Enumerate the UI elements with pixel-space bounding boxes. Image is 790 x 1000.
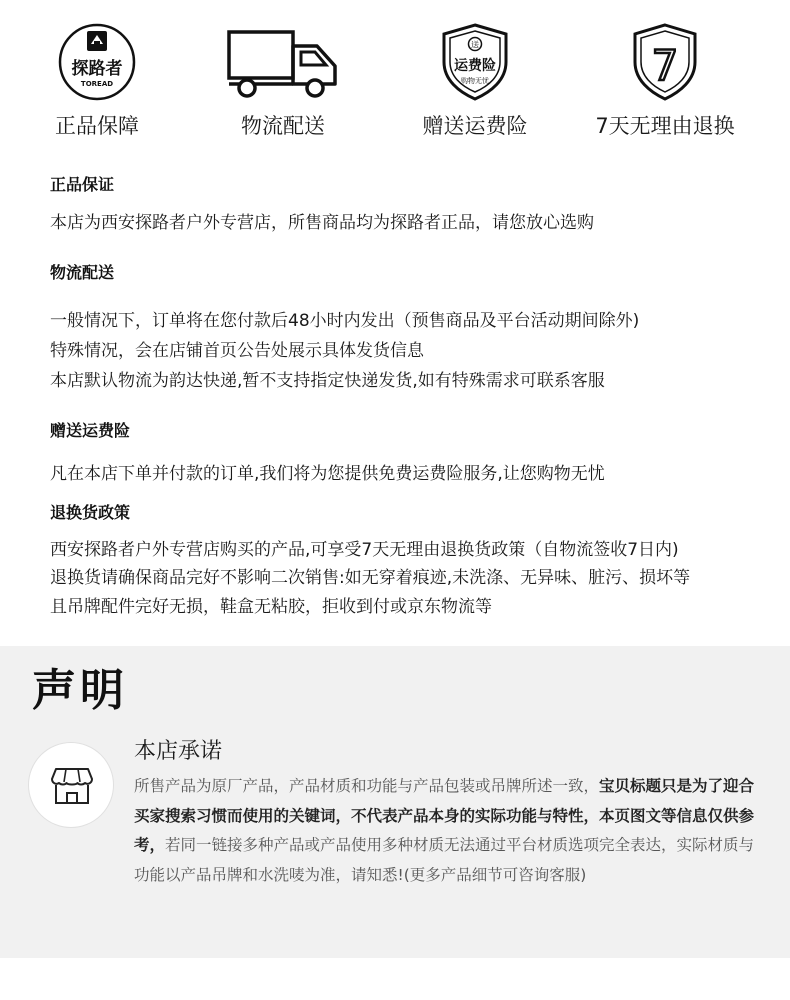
feature-returns-label: 7天无理由退换 xyxy=(595,114,735,138)
insurance-title: 赠送运费险 xyxy=(50,421,131,440)
declaration-body xyxy=(134,772,764,890)
svg-text:探路者: 探路者 xyxy=(71,59,123,79)
feature-authentic xyxy=(0,22,197,140)
store-icon-badge xyxy=(28,742,114,828)
feature-insurance xyxy=(375,22,575,140)
logistics-line: 本店默认物流为韵达快递,暂不支持指定快递发货,如有特殊需求可联系客服 xyxy=(50,371,605,391)
returns-line: 退换货请确保商品完好不影响二次销售:如无穿着痕迹,未洗涤、无异味、脏污、损坏等 xyxy=(50,568,691,588)
logistics-line: 特殊情况，会在店铺首页公告处展示具体发货信息 xyxy=(50,341,424,361)
declaration-text: 若同一链接多种产品或产品使用多种材质无法通过平台材质选项完全表达，实际材质与功能以产品吊牌和水洗唛为准，请知悉!(更多产品细节可咨询客服) xyxy=(134,836,755,884)
svg-text:运费险: 运费险 xyxy=(454,58,496,74)
logistics-title: 物流配送 xyxy=(50,263,115,282)
feature-returns xyxy=(565,22,765,140)
feature-icons-row xyxy=(0,22,790,152)
returns-title: 退换货政策 xyxy=(50,503,131,522)
toread-logo-icon xyxy=(52,22,142,102)
declaration-title: 声明 xyxy=(32,665,128,716)
feature-insurance-label: 赠送运费险 xyxy=(422,114,528,138)
logistics-line: 一般情况下，订单将在您付款后48小时内发出（预售商品及平台活动期间除外) xyxy=(50,311,640,331)
feature-authentic-label: 正品保障 xyxy=(55,114,139,138)
insurance-line: 凡在本店下单并付款的订单,我们将为您提供免费运费险服务,让您购物无忧 xyxy=(50,464,605,484)
delivery-truck-icon xyxy=(223,22,343,102)
svg-text:TOREAD: TOREAD xyxy=(80,80,114,88)
svg-text:送: 送 xyxy=(471,40,479,50)
svg-text:7: 7 xyxy=(651,41,679,90)
returns-line: 西安探路者户外专营店购买的产品,可享受7天无理由退换货政策（自物流签收7日内) xyxy=(50,540,679,560)
declaration-highlight: 宝贝标题只是为了迎合买家搜索习惯而使用的关键词，不代表产品本身的实际功能与特性，本页图文等信息仅供参考， xyxy=(134,777,755,854)
feature-logistics xyxy=(183,22,383,140)
svg-text:购物无忧: 购物无忧 xyxy=(461,77,489,85)
feature-logistics-label: 物流配送 xyxy=(241,114,325,138)
declaration-text: 所售产品为原厂产品，产品材质和功能与产品包装或吊牌所述一致， xyxy=(134,777,600,795)
declaration-subtitle: 本店承诺 xyxy=(134,739,223,764)
store-icon xyxy=(50,765,94,807)
shield-badge-icon xyxy=(435,22,515,102)
seven-shield-icon xyxy=(625,22,705,102)
returns-line: 且吊牌配件完好无损，鞋盒无粘胶，拒收到付或京东物流等 xyxy=(50,597,492,617)
authentic-title: 正品保证 xyxy=(50,175,115,194)
authentic-line: 本店为西安探路者户外专营店，所售商品均为探路者正品，请您放心选购 xyxy=(50,213,594,233)
declaration-panel xyxy=(0,646,790,958)
